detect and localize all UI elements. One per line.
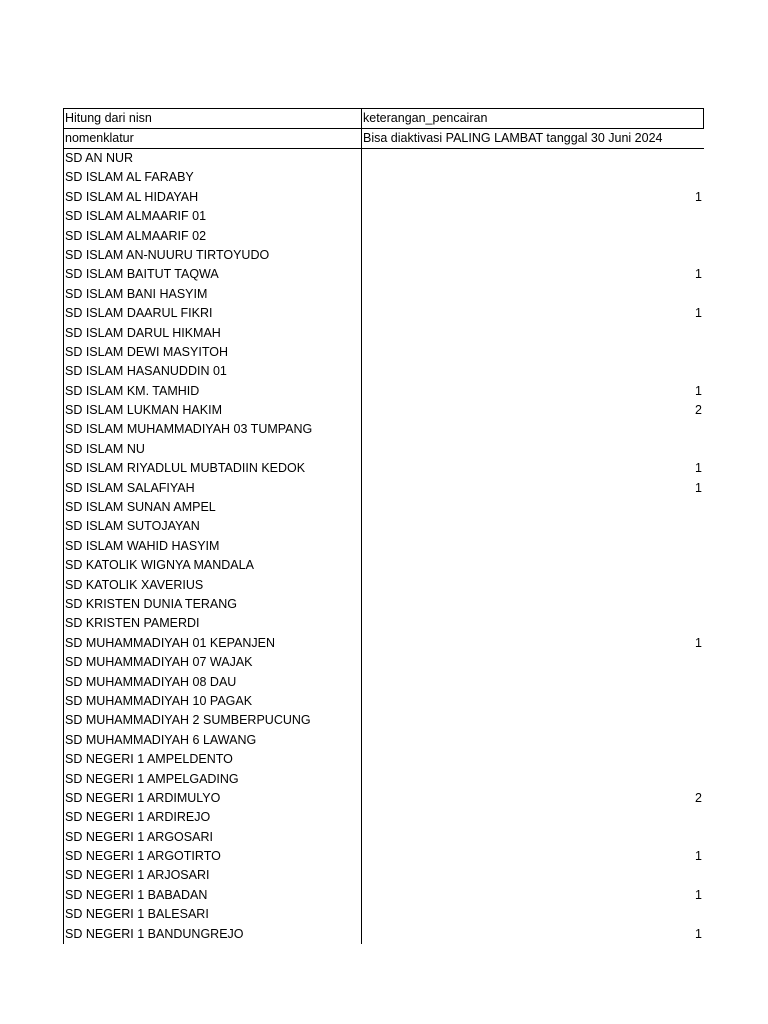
table-row <box>64 789 704 808</box>
table-row <box>64 634 704 653</box>
count-cell[interactable] <box>362 828 704 847</box>
count-cell[interactable] <box>362 207 704 226</box>
school-name-cell[interactable]: SD ISLAM KM. TAMHID <box>64 382 362 401</box>
count-cell[interactable] <box>362 537 704 556</box>
count-cell[interactable] <box>362 905 704 924</box>
count-cell[interactable]: 1 <box>695 383 702 398</box>
school-name-cell[interactable]: SD NEGERI 1 ARGOSARI <box>64 828 362 847</box>
table-row <box>64 382 704 401</box>
count-cell[interactable] <box>362 770 704 789</box>
count-cell[interactable] <box>362 595 704 614</box>
count-cell[interactable]: 1 <box>695 267 702 282</box>
school-name-cell[interactable]: SD NEGERI 1 AMPELGADING <box>64 770 362 789</box>
school-name-cell[interactable]: SD ISLAM AL HIDAYAH <box>64 188 362 207</box>
school-name-cell[interactable]: SD ISLAM BANI HASYIM <box>64 285 362 304</box>
school-name-cell[interactable]: SD NEGERI 1 AMPELDENTO <box>64 750 362 769</box>
table-row <box>64 440 704 459</box>
count-cell[interactable] <box>362 576 704 595</box>
count-cell[interactable] <box>362 673 704 692</box>
school-name-cell[interactable]: SD ISLAM HASANUDDIN 01 <box>64 362 362 381</box>
table-row <box>64 711 704 730</box>
table-row <box>64 847 704 866</box>
table-row <box>64 537 704 556</box>
school-name-cell[interactable]: SD MUHAMMADIYAH 01 KEPANJEN <box>64 634 362 653</box>
table-row <box>64 401 704 420</box>
count-cell[interactable] <box>362 614 704 633</box>
table-row <box>64 595 704 614</box>
school-name-cell[interactable]: SD ISLAM SUNAN AMPEL <box>64 498 362 517</box>
count-cell[interactable]: 2 <box>695 790 702 805</box>
table-row <box>64 653 704 672</box>
count-cell[interactable] <box>362 420 704 439</box>
count-cell[interactable] <box>362 808 704 827</box>
count-cell[interactable] <box>362 517 704 536</box>
count-cell[interactable]: 1 <box>695 306 702 321</box>
school-name-cell[interactable]: SD ISLAM DARUL HIKMAH <box>64 324 362 343</box>
school-name-cell[interactable]: SD ISLAM DEWI MASYITOH <box>64 343 362 362</box>
header-row-field[interactable]: nomenklatur <box>64 129 362 148</box>
header-row-labels <box>63 129 704 149</box>
school-name-cell[interactable]: SD MUHAMMADIYAH 08 DAU <box>64 673 362 692</box>
count-cell[interactable]: 2 <box>695 403 702 418</box>
count-cell[interactable] <box>362 343 704 362</box>
table-row <box>64 304 704 323</box>
table-row <box>64 343 704 362</box>
count-cell[interactable]: 1 <box>695 887 702 902</box>
table-row <box>64 479 704 498</box>
count-cell[interactable] <box>362 866 704 885</box>
table-row <box>64 188 704 207</box>
table-row <box>64 324 704 343</box>
table-row <box>64 246 704 265</box>
school-name-cell[interactable]: SD ISLAM ALMAARIF 01 <box>64 207 362 226</box>
table-row <box>64 517 704 536</box>
count-cell[interactable] <box>362 246 704 265</box>
school-name-cell[interactable]: SD MUHAMMADIYAH 6 LAWANG <box>64 731 362 750</box>
count-cell[interactable]: 1 <box>695 189 702 204</box>
table-row <box>64 770 704 789</box>
table-row <box>64 692 704 711</box>
school-name-cell[interactable]: SD KATOLIK XAVERIUS <box>64 576 362 595</box>
table-row <box>64 614 704 633</box>
count-cell[interactable]: 1 <box>695 480 702 495</box>
table-row <box>64 459 704 478</box>
count-cell[interactable]: 1 <box>695 849 702 864</box>
count-cell[interactable] <box>362 227 704 246</box>
header-row-count <box>63 108 704 129</box>
school-name-cell[interactable]: SD NEGERI 1 ARJOSARI <box>64 866 362 885</box>
table-row <box>64 886 704 905</box>
table-row <box>64 227 704 246</box>
count-cell[interactable] <box>362 750 704 769</box>
school-name-cell[interactable]: SD ISLAM SALAFIYAH <box>64 479 362 498</box>
school-name-cell[interactable]: SD NEGERI 1 BANDUNGREJO <box>64 925 362 944</box>
school-name-cell[interactable]: SD ISLAM WAHID HASYIM <box>64 537 362 556</box>
school-name-cell[interactable]: SD KRISTEN PAMERDI <box>64 614 362 633</box>
pivot-table <box>63 108 704 944</box>
table-row <box>64 362 704 381</box>
school-name-cell[interactable]: SD MUHAMMADIYAH 10 PAGAK <box>64 692 362 711</box>
table-row <box>64 808 704 827</box>
count-cell[interactable] <box>362 362 704 381</box>
school-name-cell[interactable]: SD NEGERI 1 ARDIMULYO <box>64 789 362 808</box>
count-cell[interactable] <box>362 324 704 343</box>
school-name-cell[interactable]: SD NEGERI 1 ARGOTIRTO <box>64 847 362 866</box>
count-cell[interactable] <box>362 692 704 711</box>
count-cell[interactable]: 1 <box>695 461 702 476</box>
table-body <box>63 149 704 944</box>
table-row <box>64 168 704 187</box>
count-cell[interactable] <box>362 168 704 187</box>
school-name-cell[interactable]: SD ISLAM BAITUT TAQWA <box>64 265 362 284</box>
header-count-label[interactable]: Hitung dari nisn <box>64 109 362 128</box>
count-cell[interactable] <box>362 653 704 672</box>
school-name-cell[interactable]: SD ISLAM SUTOJAYAN <box>64 517 362 536</box>
header-column-value[interactable]: Bisa diaktivasi PALING LAMBAT tanggal 30 Juni 2024 <box>363 131 663 145</box>
school-name-cell[interactable]: SD NEGERI 1 BALESARI <box>64 905 362 924</box>
table-row <box>64 420 704 439</box>
count-cell[interactable] <box>362 556 704 575</box>
table-row <box>64 498 704 517</box>
school-name-cell[interactable]: SD MUHAMMADIYAH 2 SUMBERPUCUNG <box>64 711 362 730</box>
table-row <box>64 828 704 847</box>
school-name-cell[interactable]: SD AN NUR <box>64 149 362 168</box>
count-cell[interactable]: 1 <box>695 635 702 650</box>
school-name-cell[interactable]: SD KRISTEN DUNIA TERANG <box>64 595 362 614</box>
table-row <box>64 265 704 284</box>
school-name-cell[interactable]: SD ISLAM AL FARABY <box>64 168 362 187</box>
school-name-cell[interactable]: SD KATOLIK WIGNYA MANDALA <box>64 556 362 575</box>
table-row <box>64 207 704 226</box>
table-row <box>64 576 704 595</box>
school-name-cell[interactable]: SD ISLAM ALMAARIF 02 <box>64 227 362 246</box>
count-cell[interactable] <box>362 285 704 304</box>
table-row <box>64 750 704 769</box>
school-name-cell[interactable]: SD ISLAM LUKMAN HAKIM <box>64 401 362 420</box>
school-name-cell[interactable]: SD MUHAMMADIYAH 07 WAJAK <box>64 653 362 672</box>
count-cell[interactable] <box>362 440 704 459</box>
count-cell[interactable] <box>362 498 704 517</box>
table-row <box>64 866 704 885</box>
header-column-field[interactable]: keterangan_pencairan <box>363 111 488 125</box>
count-cell[interactable] <box>362 149 704 168</box>
school-name-cell[interactable]: SD NEGERI 1 ARDIREJO <box>64 808 362 827</box>
school-name-cell[interactable]: SD ISLAM NU <box>64 440 362 459</box>
table-row <box>64 905 704 924</box>
count-cell[interactable] <box>362 731 704 750</box>
school-name-cell[interactable]: SD ISLAM AN-NUURU TIRTOYUDO <box>64 246 362 265</box>
table-row <box>64 731 704 750</box>
table-row <box>64 673 704 692</box>
count-cell[interactable] <box>362 711 704 730</box>
count-cell[interactable]: 1 <box>695 926 702 941</box>
school-name-cell[interactable]: SD ISLAM MUHAMMADIYAH 03 TUMPANG <box>64 420 362 439</box>
table-row <box>64 285 704 304</box>
table-row <box>64 925 704 944</box>
table-row <box>64 149 704 168</box>
school-name-cell[interactable]: SD ISLAM RIYADLUL MUBTADIIN KEDOK <box>64 459 362 478</box>
school-name-cell[interactable]: SD ISLAM DAARUL FIKRI <box>64 304 362 323</box>
school-name-cell[interactable]: SD NEGERI 1 BABADAN <box>64 886 362 905</box>
table-row <box>64 556 704 575</box>
